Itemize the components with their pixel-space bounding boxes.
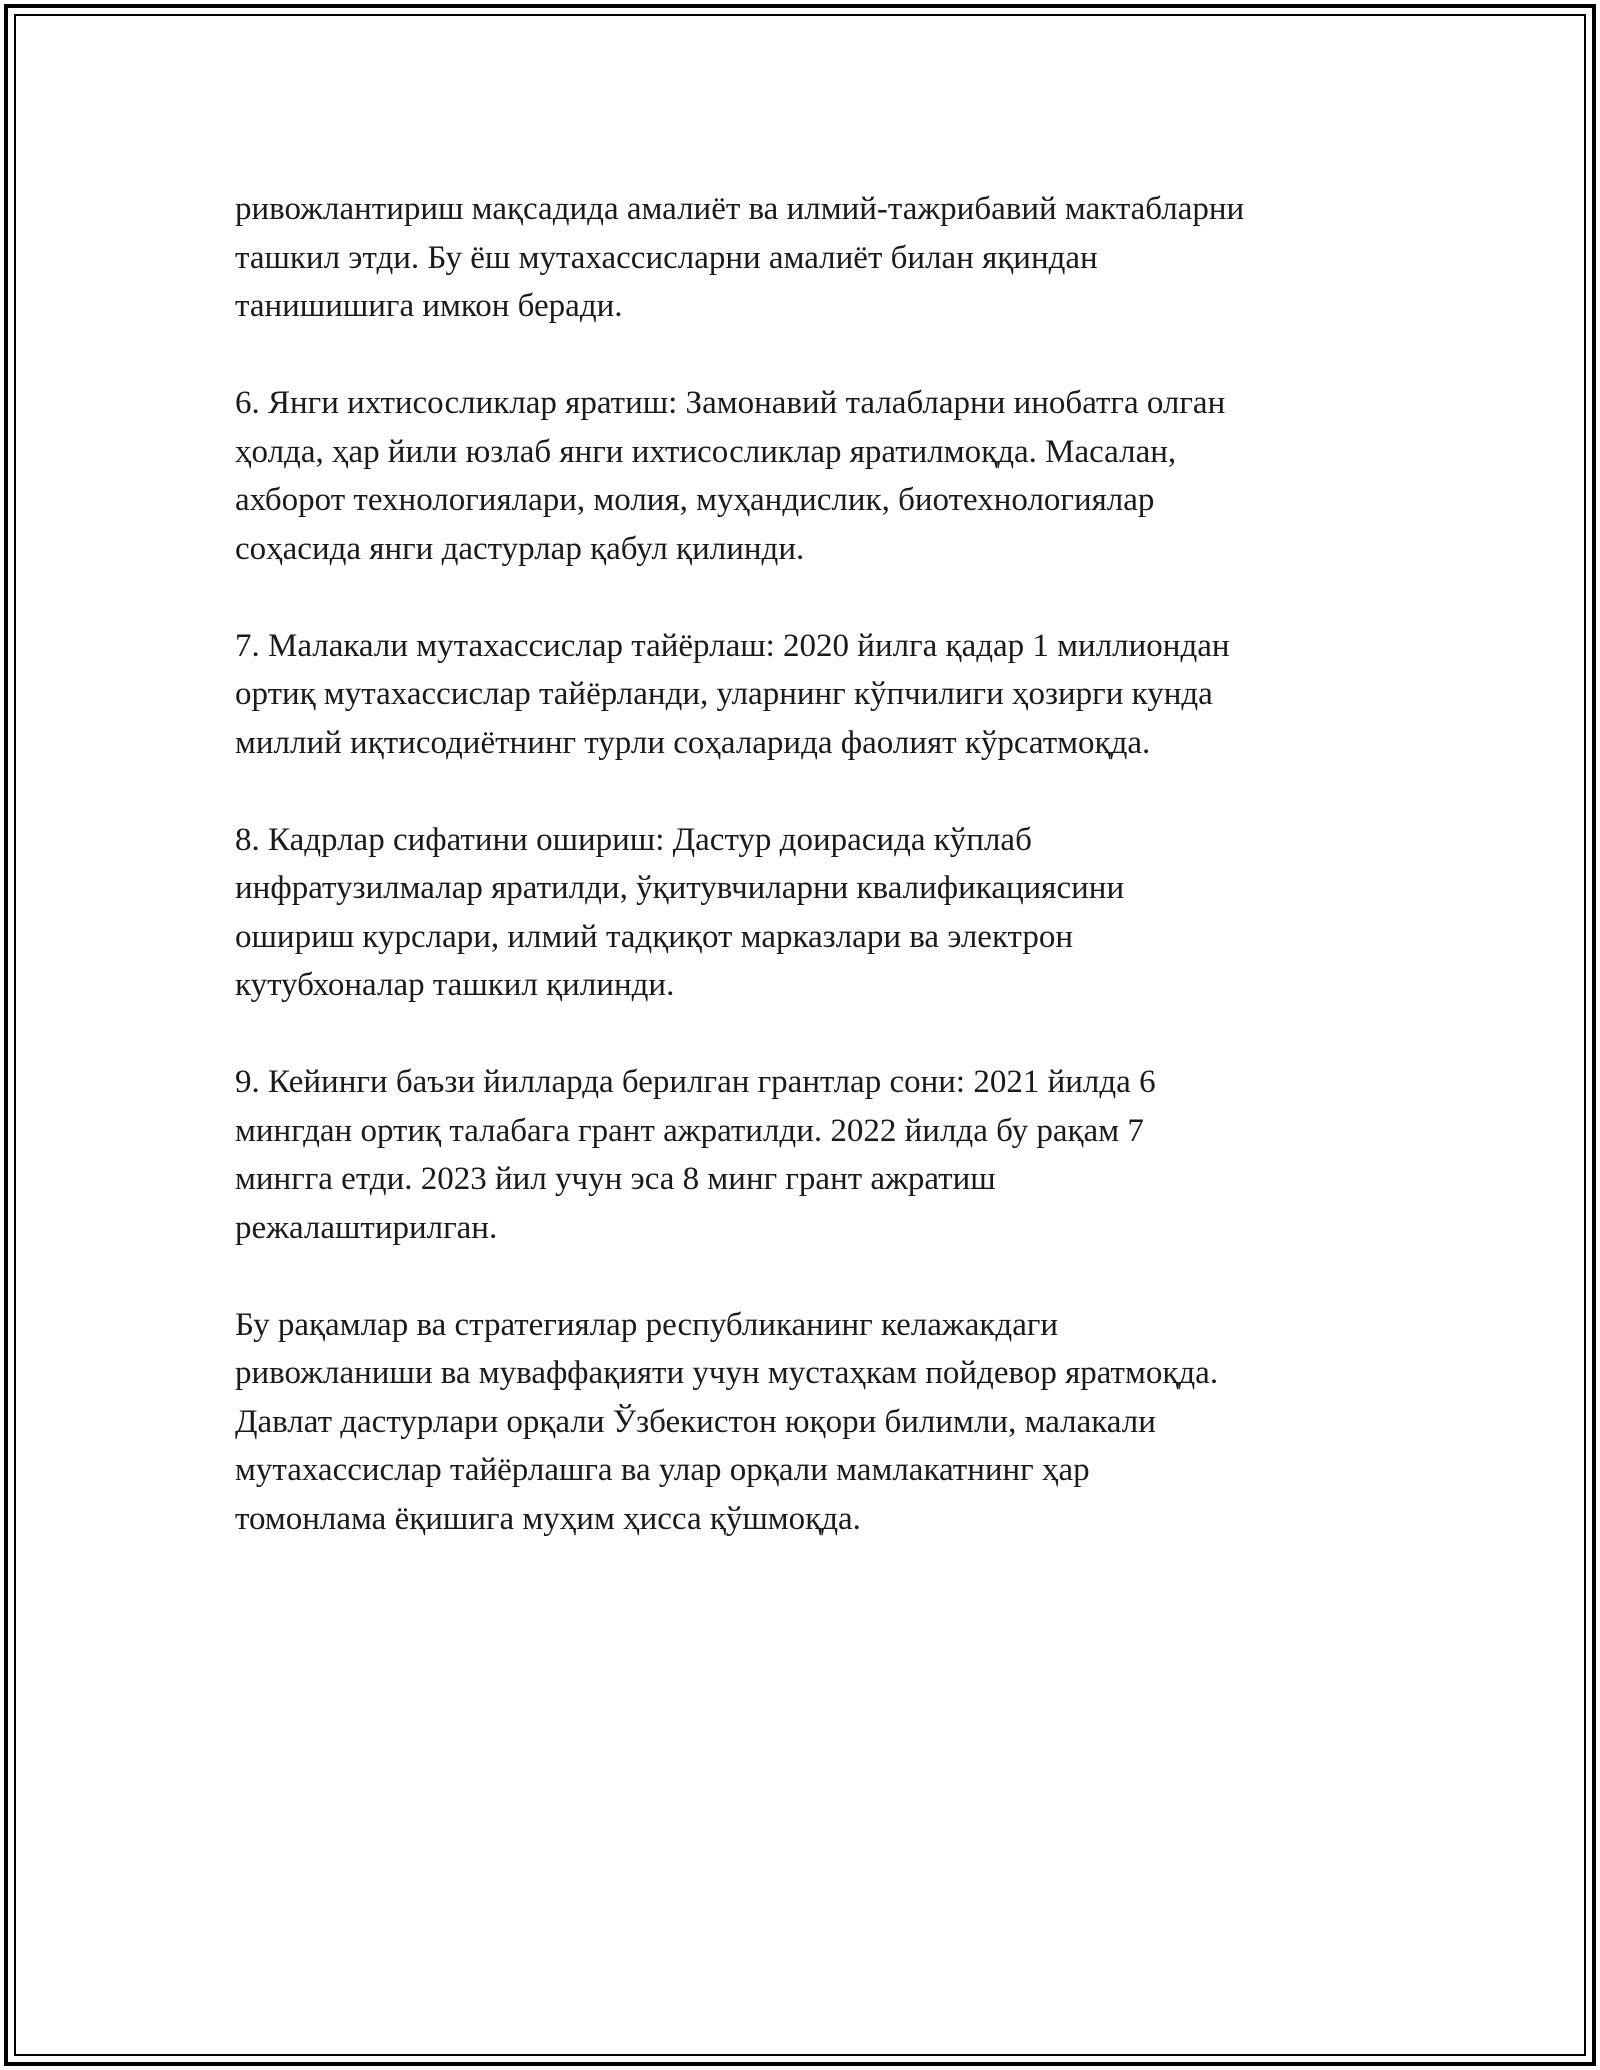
paragraph-item-7: 7. Малакали мутахассислар тайёрлаш: 2020 йилга қадар 1 миллиондан ортиқ мутахассислар тайёрланди, уларнинг кўпчилиги ҳозирги кунда миллий иқтисодиётнинг турли соҳаларида фаолият кўрсатмоқда.: [235, 627, 1230, 761]
document-body: [235, 185, 1385, 1592]
paragraph-conclusion: Бу рақамлар ва стратегиялар республиканинг келажакдаги ривожланиши ва муваффақияти учун мустаҳкам пойдевор яратмоқда. Давлат дастурлари орқали Ўзбекистон юқори билимли, малакали мутахассислар тайёрлашга ва улар орқали мамлакатнинг ҳар томонлама ёқишига муҳим ҳисса қўшмоқда.: [235, 1306, 1219, 1537]
paragraph-item-6: 6. Янги ихтисосликлар яратиш: Замонавий талабларни инобатга олган ҳолда, ҳар йили юзлаб янги ихтисосликлар яратилмоқда. Масалан, aхборот технологиялари, молия, муҳандислик, биотехнологиялар соҳасида янги дастурлар қабул қилинди.: [235, 385, 1226, 567]
paragraph-continuation: ривожлантириш мақсадида амалиёт ва илмий-тажрибавий мактабларни ташкил этди. Бу ёш мутахассисларни амалиёт билан яқиндан танишишига имкон беради.: [235, 191, 1245, 324]
paragraph-item-8: 8. Кадрлар сифатини ошириш: Дастур доирасида кўплаб инфратузилмалар яратилди, ўқитувчиларни квалификациясини ошириш курслари, илмий тадқиқот марказлари ва электрон кутубхоналар ташкил қилинди.: [235, 821, 1125, 1003]
paragraph-item-9: 9. Кейинги баъзи йилларда берилган грантлар сони: 2021 йилда 6 мингдан ортиқ талабага грант ажратилди. 2022 йилда бу рақам 7 мингга етди. 2023 йил учун эса 8 минг грант ажратиш режалаштирилган.: [235, 1064, 1156, 1246]
